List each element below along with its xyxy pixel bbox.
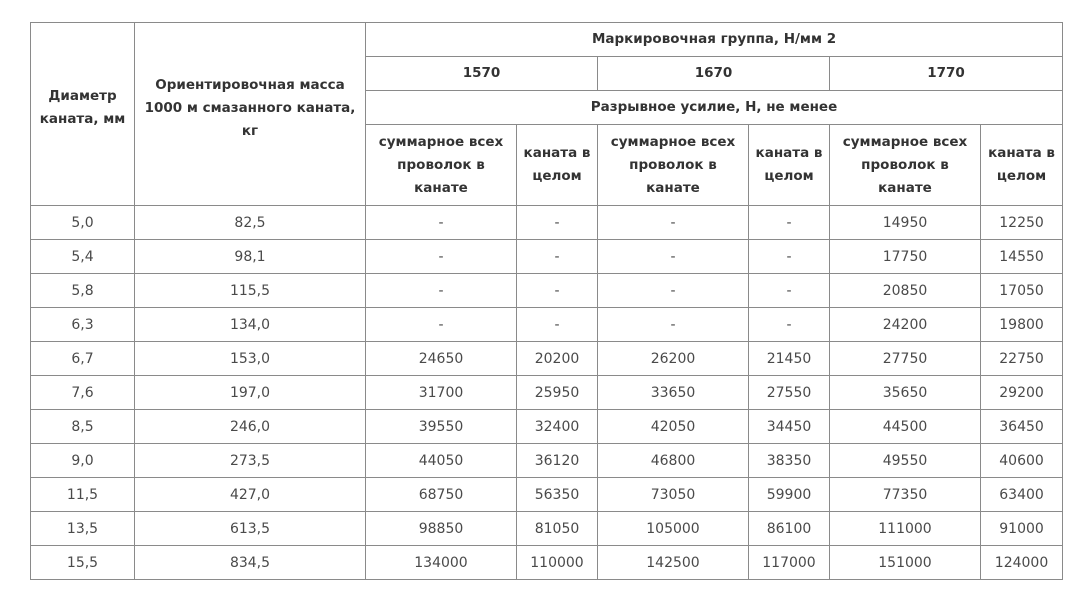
table-cell: 56350 <box>517 478 598 512</box>
table-cell: 77350 <box>830 478 981 512</box>
table-cell: 29200 <box>981 376 1063 410</box>
header-marking-group: Маркировочная группа, Н/мм 2 <box>366 23 1063 57</box>
table-cell: 34450 <box>749 410 830 444</box>
table-cell: 31700 <box>366 376 517 410</box>
table-cell: 21450 <box>749 342 830 376</box>
table-row <box>31 342 1063 376</box>
table-header <box>31 23 1063 206</box>
rope-spec-table <box>30 22 1063 580</box>
table-cell: 38350 <box>749 444 830 478</box>
table-cell: 22750 <box>981 342 1063 376</box>
table-cell: 115,5 <box>135 274 366 308</box>
table-cell: 834,5 <box>135 546 366 580</box>
table-cell: 27750 <box>830 342 981 376</box>
table-cell: 117000 <box>749 546 830 580</box>
table-cell: 32400 <box>517 410 598 444</box>
table-row <box>31 376 1063 410</box>
table-cell: 26200 <box>598 342 749 376</box>
header-breaking-force: Разрывное усилие, Н, не менее <box>366 91 1063 125</box>
header-sub-whole-1570: каната в целом <box>517 125 598 206</box>
table-cell: 6,7 <box>31 342 135 376</box>
table-cell: 91000 <box>981 512 1063 546</box>
table-body <box>31 206 1063 580</box>
table-cell: - <box>517 274 598 308</box>
table-cell: 98850 <box>366 512 517 546</box>
table-cell: - <box>366 206 517 240</box>
table-cell: 81050 <box>517 512 598 546</box>
header-diameter: Диаметр каната, мм <box>31 23 135 206</box>
table-cell: 24200 <box>830 308 981 342</box>
table-cell: 111000 <box>830 512 981 546</box>
table-cell: 7,6 <box>31 376 135 410</box>
table-cell: - <box>517 240 598 274</box>
table-cell: - <box>366 308 517 342</box>
table-cell: 124000 <box>981 546 1063 580</box>
table-cell: 59900 <box>749 478 830 512</box>
table-cell: - <box>517 308 598 342</box>
table-cell: 27550 <box>749 376 830 410</box>
table-cell: 14550 <box>981 240 1063 274</box>
table-cell: 36450 <box>981 410 1063 444</box>
table-cell: 73050 <box>598 478 749 512</box>
table-row <box>31 206 1063 240</box>
table-cell: 153,0 <box>135 342 366 376</box>
table-row <box>31 410 1063 444</box>
table-row <box>31 546 1063 580</box>
table-cell: 17750 <box>830 240 981 274</box>
header-sub-whole-1770: каната в целом <box>981 125 1063 206</box>
table-row <box>31 308 1063 342</box>
table-cell: - <box>749 240 830 274</box>
table-cell: 11,5 <box>31 478 135 512</box>
table-cell: 17050 <box>981 274 1063 308</box>
table-row <box>31 512 1063 546</box>
table-cell: 105000 <box>598 512 749 546</box>
table-cell: 197,0 <box>135 376 366 410</box>
header-group-1570: 1570 <box>366 57 598 91</box>
rope-spec-table-container <box>30 22 1063 580</box>
table-cell: 42050 <box>598 410 749 444</box>
table-cell: - <box>517 206 598 240</box>
table-cell: 427,0 <box>135 478 366 512</box>
table-cell: - <box>598 274 749 308</box>
table-cell: 63400 <box>981 478 1063 512</box>
table-cell: 49550 <box>830 444 981 478</box>
header-mass: Ориентировочная масса 1000 м смазанного каната, кг <box>135 23 366 206</box>
table-cell: - <box>749 206 830 240</box>
table-cell: 613,5 <box>135 512 366 546</box>
table-cell: 25950 <box>517 376 598 410</box>
table-cell: 82,5 <box>135 206 366 240</box>
table-cell: 40600 <box>981 444 1063 478</box>
table-cell: 86100 <box>749 512 830 546</box>
table-cell: 46800 <box>598 444 749 478</box>
header-sub-total-1770: суммарное всех проволок в канате <box>830 125 981 206</box>
table-cell: 35650 <box>830 376 981 410</box>
table-cell: 36120 <box>517 444 598 478</box>
table-cell: 273,5 <box>135 444 366 478</box>
header-group-1770: 1770 <box>830 57 1063 91</box>
table-row <box>31 478 1063 512</box>
table-cell: - <box>366 240 517 274</box>
table-row <box>31 240 1063 274</box>
table-cell: - <box>598 308 749 342</box>
table-cell: 9,0 <box>31 444 135 478</box>
table-cell: 24650 <box>366 342 517 376</box>
table-cell: 8,5 <box>31 410 135 444</box>
table-cell: - <box>598 240 749 274</box>
table-cell: 142500 <box>598 546 749 580</box>
table-cell: 20850 <box>830 274 981 308</box>
table-cell: 246,0 <box>135 410 366 444</box>
table-cell: - <box>749 274 830 308</box>
table-cell: 44050 <box>366 444 517 478</box>
table-cell: 39550 <box>366 410 517 444</box>
table-row <box>31 444 1063 478</box>
header-sub-whole-1670: каната в целом <box>749 125 830 206</box>
table-cell: 13,5 <box>31 512 135 546</box>
table-cell: 20200 <box>517 342 598 376</box>
table-cell: 12250 <box>981 206 1063 240</box>
table-cell: 98,1 <box>135 240 366 274</box>
table-cell: 15,5 <box>31 546 135 580</box>
header-sub-total-1670: суммарное всех проволок в канате <box>598 125 749 206</box>
table-cell: 5,8 <box>31 274 135 308</box>
table-cell: 6,3 <box>31 308 135 342</box>
table-cell: - <box>366 274 517 308</box>
table-cell: 110000 <box>517 546 598 580</box>
table-cell: 68750 <box>366 478 517 512</box>
table-cell: 5,4 <box>31 240 135 274</box>
table-cell: 5,0 <box>31 206 135 240</box>
table-cell: - <box>598 206 749 240</box>
table-cell: 33650 <box>598 376 749 410</box>
header-sub-total-1570: суммарное всех проволок в канате <box>366 125 517 206</box>
table-cell: 134000 <box>366 546 517 580</box>
table-cell: 14950 <box>830 206 981 240</box>
table-cell: 44500 <box>830 410 981 444</box>
table-cell: - <box>749 308 830 342</box>
header-group-1670: 1670 <box>598 57 830 91</box>
table-row <box>31 274 1063 308</box>
table-cell: 134,0 <box>135 308 366 342</box>
table-cell: 151000 <box>830 546 981 580</box>
table-cell: 19800 <box>981 308 1063 342</box>
